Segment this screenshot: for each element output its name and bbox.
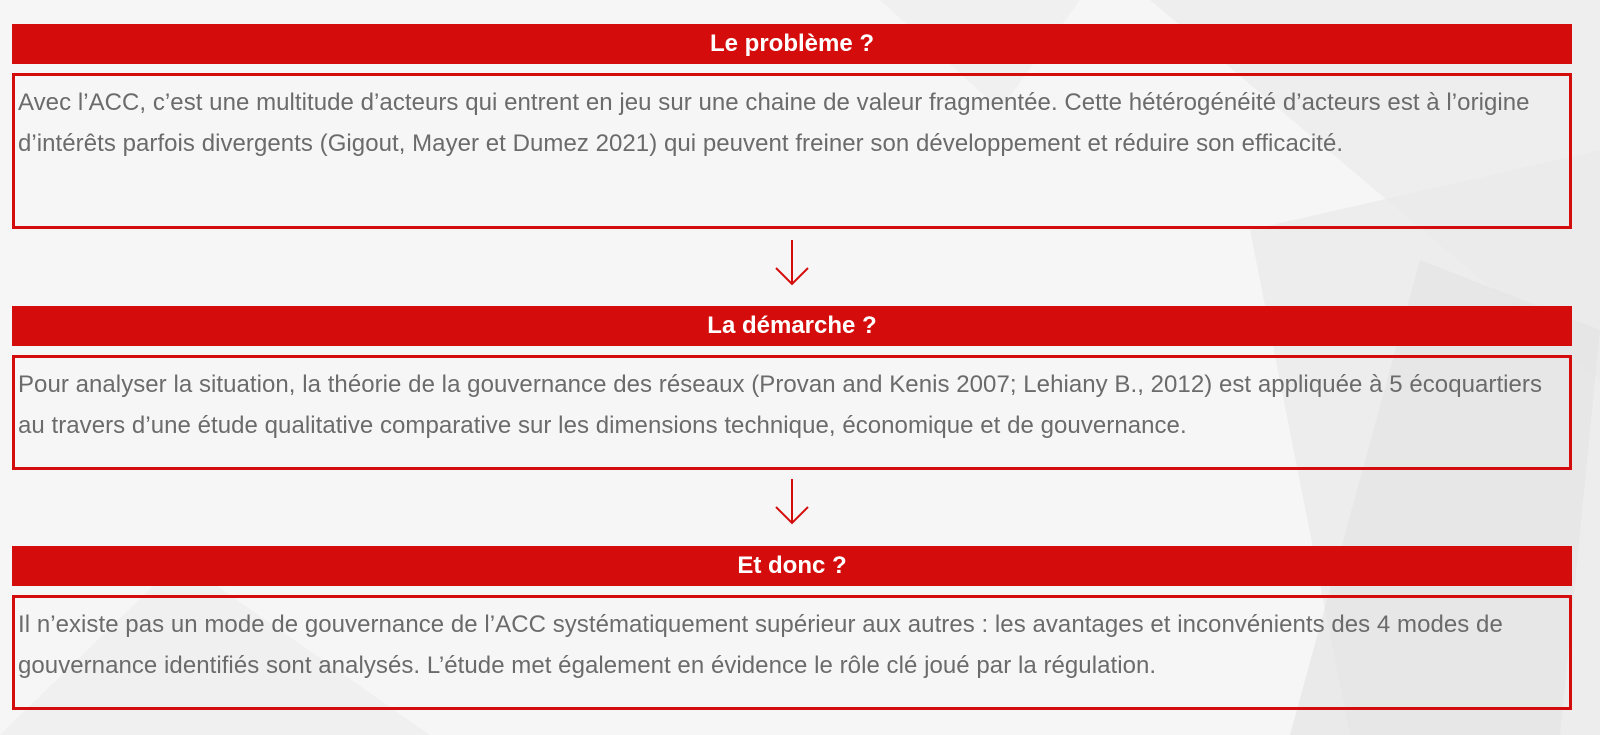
section-header-demarche: La démarche ? (12, 306, 1572, 346)
section-header-probleme: Le problème ? (12, 24, 1572, 64)
section-body-et-donc: Il n’existe pas un mode de gouvernance de l’ACC systématiquement supérieur aux autres : les avantages et inconvénients des 4 modes de gouvernance identifiés sont analysés. L’étude met également en évidence le rôle clé joué par la régulation. (12, 595, 1572, 710)
section-body-probleme: Avec l’ACC, c’est une multitude d’acteurs qui entrent en jeu sur une chaine de valeur fragmentée. Cette hétérogénéité d’acteurs est à l’origine d’intérêts parfois divergents (Gigout, Mayer et Dumez 2021) qui peuvent freiner son développement et réduire son efficacité. (12, 73, 1572, 229)
arrow-down-icon (774, 238, 810, 288)
section-header-et-donc: Et donc ? (12, 546, 1572, 586)
arrow-down-icon (774, 477, 810, 527)
section-body-demarche: Pour analyser la situation, la théorie de la gouvernance des réseaux (Provan and Kenis 2007; Lehiany B., 2012) est appliquée à 5 écoquartiers au travers d’une étude qualitative comparative sur les dimensions technique, économique et de gouvernance. (12, 355, 1572, 470)
